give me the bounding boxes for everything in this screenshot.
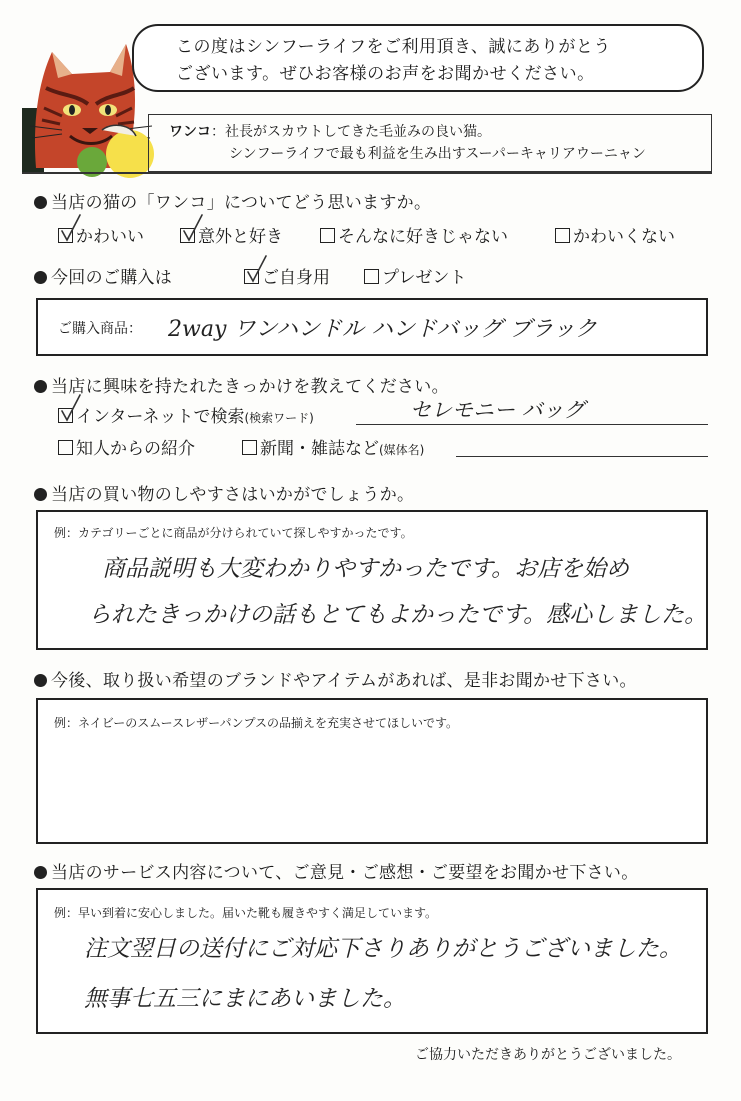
greeting-line-2: ございます。ぜひお客様のお声をお聞かせください。: [176, 64, 595, 84]
question-wanko: 当店の猫の「ワンコ」についてどう思いますか。: [34, 188, 431, 213]
answer-service-line2: 無事七五三にまにあいました。: [84, 986, 406, 1012]
check-mark-icon: [61, 213, 81, 243]
option-igai-suki[interactable]: 意外と好き: [180, 222, 283, 247]
question-kibou: 今後、取り扱い希望のブランドやアイテムがあれば、是非お聞かせ下さい。: [34, 666, 637, 691]
option-media[interactable]: 新聞・雑誌など(媒体名): [242, 434, 424, 459]
answer-kaimono-line1: 商品説明も大変わかりやすかったです。お店を始め: [102, 556, 630, 582]
answer-box-kibou[interactable]: [36, 698, 708, 844]
bullet-icon: [34, 488, 47, 501]
media-name-line[interactable]: [456, 456, 708, 457]
checkbox-igai-suki[interactable]: [180, 228, 195, 243]
checkbox-kawaikunai[interactable]: [555, 228, 570, 243]
wanko-intro-box: [148, 114, 712, 172]
bullet-icon: [34, 380, 47, 393]
product-value[interactable]: 2way ワンハンドル ハンドバッグ ブラック: [168, 317, 597, 342]
option-kawaii[interactable]: かわいい: [58, 222, 144, 247]
answer-box-kaimono[interactable]: [36, 510, 708, 650]
search-word-line: [356, 424, 708, 425]
checkbox-gojishin[interactable]: [244, 269, 259, 284]
question-purchase: 今回のご購入は: [34, 263, 172, 288]
check-mark-icon: [183, 213, 203, 243]
checkbox-kawaii[interactable]: [58, 228, 73, 243]
media-note: (媒体名): [379, 443, 425, 457]
example-kaimono: 例：カテゴリーごとに商品が分けられていて探しやすかったです。: [54, 526, 413, 540]
option-present[interactable]: プレゼント: [364, 263, 466, 288]
answer-service-line1: 注文翌日の送付にご対応下さりありがとうございました。: [84, 936, 682, 962]
bullet-icon: [34, 674, 47, 687]
product-box: [36, 298, 708, 356]
option-sonnani[interactable]: そんなに好きじゃない: [320, 222, 508, 247]
checkbox-chijin[interactable]: [58, 440, 73, 455]
checkbox-media[interactable]: [242, 440, 257, 455]
answer-kaimono-line2: られたきっかけの話もとてもよかったです。感心しました。: [88, 602, 708, 628]
greeting-bubble: [132, 24, 704, 92]
option-internet[interactable]: インターネットで検索(検索ワード): [58, 402, 314, 427]
bullet-icon: [34, 271, 47, 284]
wanko-desc-2: シンフーライフで最も利益を生み出すスーパーキャリアウーニャン: [229, 146, 646, 162]
search-word-value[interactable]: セレモニー バッグ: [410, 398, 585, 422]
example-kibou: 例：ネイビーのスムースレザーパンプスの品揃えを充実させてほしいです。: [54, 716, 459, 730]
option-kawaikunai[interactable]: かわいくない: [555, 222, 675, 247]
option-chijin[interactable]: 知人からの紹介: [58, 434, 195, 459]
footer-thanks: ご協力いただきありがとうございました。: [415, 1047, 681, 1063]
checkbox-internet[interactable]: [58, 408, 73, 423]
checkbox-present[interactable]: [364, 269, 379, 284]
question-kikkake: 当店に興味を持たれたきっかけを教えてください。: [34, 372, 449, 397]
checkbox-sonnani[interactable]: [320, 228, 335, 243]
header-divider: [22, 172, 712, 174]
check-mark-icon: [61, 393, 81, 423]
question-service: 当店のサービス内容について、ご意見・ご感想・ご要望をお聞かせ下さい。: [34, 858, 639, 883]
option-gojishin[interactable]: ご自身用: [244, 263, 330, 288]
wanko-desc-1: ：社長がスカウトしてきた毛並みの良い猫。: [211, 124, 491, 140]
product-label: ご購入商品：: [58, 321, 142, 337]
question-kaimono: 当店の買い物のしやすさはいかがでしょうか。: [34, 480, 414, 505]
greeting-line-1: この度はシンフーライフをご利用頂き、誠にありがとう: [176, 37, 611, 57]
example-service: 例：早い到着に安心しました。届いた靴も履きやすく満足しています。: [54, 906, 438, 920]
bullet-icon: [34, 866, 47, 879]
check-mark-icon: [247, 254, 267, 284]
answer-box-service[interactable]: [36, 888, 708, 1034]
bullet-icon: [34, 196, 47, 209]
search-word-note: (検索ワード): [244, 411, 314, 425]
wanko-name: ワンコ: [169, 124, 211, 140]
